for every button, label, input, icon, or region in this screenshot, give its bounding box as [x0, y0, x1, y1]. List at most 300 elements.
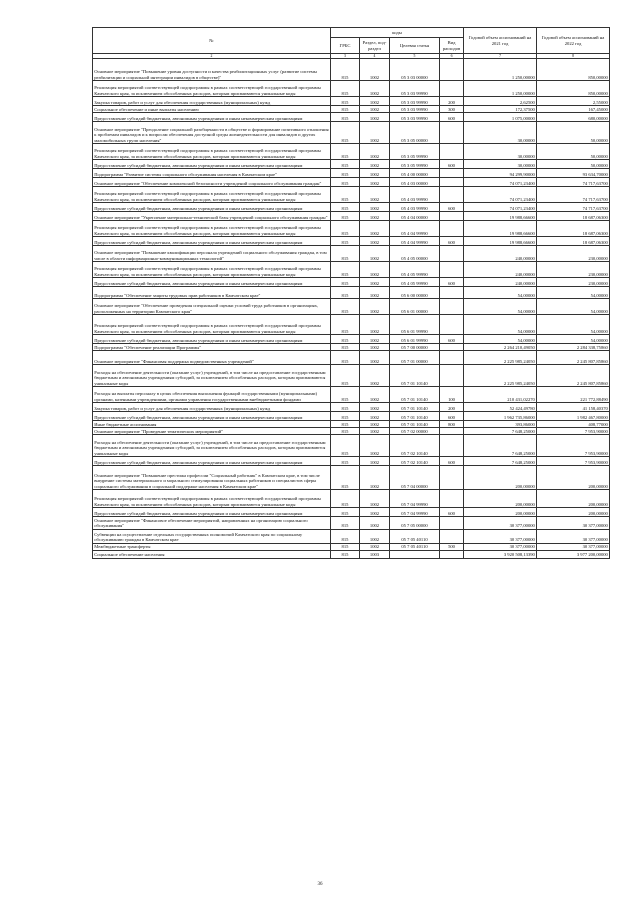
row-grbs-cell: 815 — [331, 457, 360, 466]
row-volume-2021-cell: 2,62500 — [464, 97, 537, 106]
row-grbs-cell: 815 — [331, 97, 360, 106]
row-volume-2022-cell: 200,00000 — [537, 508, 610, 517]
row-type-cell — [440, 466, 464, 490]
row-volume-2022-cell: 200,00000 — [537, 466, 610, 490]
row-section-cell: 1002 — [360, 435, 390, 457]
table-row — [93, 203, 610, 212]
row-type-cell: 600 — [440, 278, 464, 287]
row-section-cell: 1002 — [360, 262, 390, 278]
row-target-cell: 05 4 05 99990 — [390, 278, 440, 287]
row-target-cell: 05 6 00 00000 — [390, 287, 440, 299]
row-section-cell: 1002 — [360, 351, 390, 365]
table-row — [93, 278, 610, 287]
row-volume-2021-cell: 200,00000 — [464, 490, 537, 508]
row-type-cell — [440, 144, 464, 160]
row-volume-2022-cell: 54,00000 — [537, 287, 610, 299]
row-grbs-cell: 815 — [331, 529, 360, 543]
row-grbs-cell: 815 — [331, 169, 360, 178]
header-grbs: ГРБС — [331, 38, 360, 54]
table-row — [93, 97, 610, 106]
row-name-cell: Предоставление субсидий бюджетным, автономным учреждениям и иным некоммерческим организациям — [93, 412, 331, 421]
row-volume-2021-cell: 30 377,00000 — [464, 517, 537, 529]
row-type-cell — [440, 365, 464, 387]
row-type-cell: 200 — [440, 97, 464, 106]
row-type-cell: 600 — [440, 457, 464, 466]
row-section-cell: 1002 — [360, 59, 390, 81]
row-volume-2022-cell: 93 634,70000 — [537, 169, 610, 178]
row-grbs-cell: 815 — [331, 160, 360, 169]
row-type-cell: 100 — [440, 387, 464, 403]
row-type-cell: 600 — [440, 203, 464, 212]
row-volume-2022-cell: 2,55000 — [537, 97, 610, 106]
row-volume-2021-cell: 172,37500 — [464, 106, 537, 113]
row-target-cell: 05 6 01 00000 — [390, 299, 440, 315]
row-name-cell: Основное мероприятие "Финансовая поддержка подведомственных учреждений" — [93, 351, 331, 365]
row-name-cell: Социальное обеспечение и иные выплаты населению — [93, 106, 331, 113]
row-target-cell: 05 7 04 00000 — [390, 466, 440, 490]
table-row — [93, 144, 610, 160]
row-section-cell: 1002 — [360, 212, 390, 221]
header-type: Вид расходов — [440, 38, 464, 54]
row-grbs-cell: 815 — [331, 122, 360, 144]
row-section-cell: 1002 — [360, 122, 390, 144]
row-target-cell: 05 7 04 99990 — [390, 508, 440, 517]
table-row — [93, 344, 610, 351]
row-name-cell: Предоставление субсидий бюджетным, автономным учреждениям и иным некоммерческим организациям — [93, 203, 331, 212]
row-name-cell: Предоставление субсидий бюджетным, автономным учреждениям и иным некоммерческим организациям — [93, 508, 331, 517]
row-target-cell: 05 4 05 00000 — [390, 246, 440, 262]
row-target-cell: 05 4 00 00000 — [390, 169, 440, 178]
row-type-cell: 600 — [440, 237, 464, 246]
table-row — [93, 212, 610, 221]
row-name-cell: Основное мероприятие "Обеспечение проведения специальной оценки условий труда работников в организациях, расположенных на территории Камчатского края" — [93, 299, 331, 315]
row-name-cell: Расходы на выплаты персоналу в целях обеспечения выполнения функций государственными (муниципальными) органами, казенными учреждениями, органами управления государственными внебюджетными фондами — [93, 387, 331, 403]
row-section-cell: 1002 — [360, 403, 390, 412]
table-row — [93, 262, 610, 278]
row-type-cell: 300 — [440, 106, 464, 113]
column-index-cell: 2 — [93, 54, 331, 59]
row-volume-2022-cell: 18 687,06300 — [537, 221, 610, 237]
row-grbs-cell: 815 — [331, 421, 360, 428]
row-section-cell: 1002 — [360, 106, 390, 113]
row-name-cell: Основное мероприятие "Повышение квалификации персонала учреждений социального обслуживания граждан, в том числе в области информационно-коммуникационных технологий" — [93, 246, 331, 262]
row-volume-2022-cell: 230,00000 — [537, 246, 610, 262]
row-grbs-cell: 815 — [331, 203, 360, 212]
row-target-cell: 05 7 01 10140 — [390, 365, 440, 387]
row-grbs-cell: 815 — [331, 221, 360, 237]
row-type-cell — [440, 187, 464, 203]
row-grbs-cell: 815 — [331, 435, 360, 457]
row-volume-2021-cell: 54,00000 — [464, 299, 537, 315]
table-row — [93, 246, 610, 262]
row-type-cell: 600 — [440, 412, 464, 421]
row-volume-2021-cell: 1 962 735,86000 — [464, 412, 537, 421]
row-volume-2022-cell: 7 953,90000 — [537, 428, 610, 435]
row-section-cell: 1002 — [360, 344, 390, 351]
row-volume-2021-cell: 240,00000 — [464, 246, 537, 262]
row-type-cell: 600 — [440, 508, 464, 517]
row-name-cell: Основное мероприятие "Обеспечение комплексной безопасности учреждений социального обслуживания граждан" — [93, 178, 331, 187]
row-grbs-cell: 815 — [331, 299, 360, 315]
row-volume-2021-cell: 94 299,90000 — [464, 169, 537, 178]
row-volume-2021-cell: 19 988,66600 — [464, 237, 537, 246]
row-type-cell — [440, 428, 464, 435]
row-target-cell: 05 4 04 99990 — [390, 237, 440, 246]
row-volume-2021-cell: 52 424,49780 — [464, 403, 537, 412]
row-name-cell: Закупка товаров, работ и услуг для обеспечения государственных (муниципальных) нужд — [93, 403, 331, 412]
row-volume-2022-cell: 680,00000 — [537, 113, 610, 122]
row-target-cell: 05 7 02 00000 — [390, 428, 440, 435]
row-type-cell — [440, 490, 464, 508]
row-volume-2021-cell: 393,86000 — [464, 421, 537, 428]
row-grbs-cell: 815 — [331, 387, 360, 403]
row-name-cell: Предоставление субсидий бюджетным, автономным учреждениям и иным некоммерческим организациям — [93, 278, 331, 287]
column-index-cell: 3 — [331, 54, 360, 59]
table-row — [93, 508, 610, 517]
row-volume-2022-cell: 221 772,88490 — [537, 387, 610, 403]
row-name-cell: Предоставление субсидий бюджетным, автономным учреждениям и иным некоммерческим организациям — [93, 113, 331, 122]
row-name-cell: Подпрограмма "Обеспечение реализации Программы" — [93, 344, 331, 351]
row-grbs-cell: 815 — [331, 403, 360, 412]
row-name-cell: Реализация мероприятий соответствующей подпрограммы в рамках соответствующей государственной программы Камчатского края, за исключением обособленных расходов, которым присваиваются уникальные коды — [93, 187, 331, 203]
row-volume-2022-cell: 200,00000 — [537, 490, 610, 508]
row-volume-2022-cell: 50,00000 — [537, 160, 610, 169]
row-volume-2021-cell: 30,00000 — [464, 122, 537, 144]
row-section-cell: 1002 — [360, 421, 390, 428]
row-volume-2022-cell: 74 717,63700 — [537, 187, 610, 203]
row-volume-2021-cell: 200,00000 — [464, 466, 537, 490]
row-grbs-cell: 815 — [331, 428, 360, 435]
header-no: № — [93, 28, 331, 54]
row-target-cell: 05 3 05 00000 — [390, 122, 440, 144]
row-volume-2022-cell: 54,00000 — [537, 299, 610, 315]
row-volume-2022-cell: 54,00000 — [537, 335, 610, 344]
row-type-cell: 600 — [440, 335, 464, 344]
row-volume-2021-cell: 1 075,00000 — [464, 113, 537, 122]
row-volume-2022-cell: 18 687,06300 — [537, 212, 610, 221]
row-target-cell: 05 4 05 99990 — [390, 262, 440, 278]
row-target-cell: 05 3 03 00000 — [390, 59, 440, 81]
row-grbs-cell: 815 — [331, 81, 360, 97]
row-type-cell — [440, 351, 464, 365]
row-name-cell: Предоставление субсидий бюджетным, автономным учреждениям и иным некоммерческим организациям — [93, 335, 331, 344]
row-grbs-cell: 815 — [331, 344, 360, 351]
row-volume-2021-cell: 7 648,25000 — [464, 428, 537, 435]
row-volume-2021-cell: 3 920 508,13390 — [464, 550, 537, 558]
row-type-cell: 800 — [440, 421, 464, 428]
row-type-cell — [440, 221, 464, 237]
table-row — [93, 106, 610, 113]
row-volume-2021-cell: 7 648,25000 — [464, 457, 537, 466]
row-volume-2022-cell: 408,77000 — [537, 421, 610, 428]
column-index-cell: 4 — [360, 54, 390, 59]
row-section-cell: 1002 — [360, 543, 390, 550]
table-row — [93, 113, 610, 122]
row-grbs-cell: 815 — [331, 187, 360, 203]
table-row — [93, 421, 610, 428]
column-index-cell: 5 — [390, 54, 440, 59]
row-volume-2021-cell: 240,00000 — [464, 278, 537, 287]
row-type-cell — [440, 529, 464, 543]
row-section-cell: 1002 — [360, 187, 390, 203]
table-header — [93, 28, 610, 59]
row-section-cell: 1002 — [360, 160, 390, 169]
row-section-cell: 1002 — [360, 221, 390, 237]
row-volume-2021-cell: 30 377,00000 — [464, 543, 537, 550]
budget-table — [92, 27, 610, 559]
header-section: Раздел, под-раздел — [360, 38, 390, 54]
row-volume-2022-cell: 50,00000 — [537, 144, 610, 160]
table-row — [93, 178, 610, 187]
row-name-cell: Закупка товаров, работ и услуг для обеспечения государственных (муниципальных) нужд — [93, 97, 331, 106]
row-section-cell: 1002 — [360, 246, 390, 262]
row-grbs-cell: 815 — [331, 287, 360, 299]
row-volume-2021-cell: 2 264 210,49050 — [464, 344, 537, 351]
row-type-cell: 600 — [440, 160, 464, 169]
row-target-cell: 05 6 01 99990 — [390, 315, 440, 335]
row-volume-2021-cell: 1 250,00000 — [464, 59, 537, 81]
row-volume-2022-cell: 850,00000 — [537, 59, 610, 81]
row-section-cell: 1002 — [360, 81, 390, 97]
row-target-cell: 05 7 04 99990 — [390, 490, 440, 508]
row-volume-2022-cell: 41 158,40370 — [537, 403, 610, 412]
row-type-cell — [440, 59, 464, 81]
row-type-cell — [440, 344, 464, 351]
row-name-cell: Расходы на обеспечение деятельности (оказание услуг) учреждений, в том числе на предоставление государственным бюджетным и автономным учреждениям субсидий, за исключением обособленных расходов, которым присваиваются уникальные коды — [93, 365, 331, 387]
row-type-cell: 200 — [440, 403, 464, 412]
table-row — [93, 466, 610, 490]
row-target-cell: 05 3 03 99990 — [390, 97, 440, 106]
row-volume-2022-cell: 1 982 467,80000 — [537, 412, 610, 421]
row-name-cell: Реализация мероприятий соответствующей подпрограммы в рамках соответствующей государственной программы Камчатского края, за исключением обособленных расходов, которым присваиваются уникальные коды — [93, 81, 331, 97]
row-name-cell: Основное мероприятие "Преодоление социальной разобщенности в обществе и формирование позитивного отношения к проблемам инвалидов и к вопросам обеспечения доступной среды жизнедеятельности для инвалидов и других маломобильных групп населения" — [93, 122, 331, 144]
row-section-cell: 1002 — [360, 169, 390, 178]
row-section-cell: 1002 — [360, 203, 390, 212]
row-target-cell: 05 7 02 10140 — [390, 457, 440, 466]
row-name-cell: Основное мероприятие "Повышение престижа профессии "Социальный работник" в Камчатском крае, в том числе внедрение системы материального и морального стимулирования социальных работников и специалистов сферы социального обслуживания в социальной поддержке населения в Камчатском крае" — [93, 466, 331, 490]
row-volume-2021-cell: 54,00000 — [464, 287, 537, 299]
row-volume-2021-cell: 74 071,23400 — [464, 178, 537, 187]
row-target-cell: 05 3 05 99990 — [390, 160, 440, 169]
table-row — [93, 315, 610, 335]
table-row — [93, 299, 610, 315]
row-target-cell: 05 7 01 10140 — [390, 403, 440, 412]
row-name-cell: Социальное обеспечение населения — [93, 550, 331, 558]
document-page — [92, 27, 609, 559]
table-row — [93, 412, 610, 421]
table-row — [93, 529, 610, 543]
table-row — [93, 428, 610, 435]
row-section-cell: 1002 — [360, 315, 390, 335]
row-target-cell: 05 4 04 99990 — [390, 221, 440, 237]
row-volume-2021-cell: 19 988,66600 — [464, 212, 537, 221]
table-body — [93, 59, 610, 558]
row-section-cell: 1002 — [360, 278, 390, 287]
row-volume-2021-cell: 200,00000 — [464, 508, 537, 517]
row-target-cell: 05 6 01 99990 — [390, 335, 440, 344]
row-grbs-cell: 815 — [331, 508, 360, 517]
row-volume-2021-cell: 1 250,00000 — [464, 81, 537, 97]
row-grbs-cell: 815 — [331, 466, 360, 490]
row-name-cell: Расходы на обеспечение деятельности (оказание услуг) учреждений, в том числе на предоставление государственным бюджетным и автономным учреждениям субсидий, за исключением обособленных расходов, которым присваиваются уникальные коды — [93, 435, 331, 457]
row-grbs-cell: 815 — [331, 178, 360, 187]
row-volume-2022-cell: 7 953,90000 — [537, 435, 610, 457]
row-target-cell: 05 4 04 00000 — [390, 212, 440, 221]
row-grbs-cell: 815 — [331, 262, 360, 278]
row-volume-2022-cell: 230,00000 — [537, 278, 610, 287]
column-index-cell: 6 — [440, 54, 464, 59]
row-target-cell: 05 7 05 00000 — [390, 517, 440, 529]
row-name-cell: Иные бюджетные ассигнования — [93, 421, 331, 428]
row-grbs-cell: 815 — [331, 490, 360, 508]
row-name-cell: Подпрограмма "Развитие системы социального обслуживания населения в Камчатском крае" — [93, 169, 331, 178]
table-row — [93, 351, 610, 365]
row-grbs-cell: 815 — [331, 351, 360, 365]
row-grbs-cell: 815 — [331, 113, 360, 122]
row-section-cell: 1003 — [360, 550, 390, 558]
row-volume-2021-cell: 54,00000 — [464, 315, 537, 335]
row-name-cell: Реализация мероприятий соответствующей подпрограммы в рамках соответствующей государственной программы Камчатского края, за исключением обособленных расходов, которым присваиваются уникальные коды — [93, 262, 331, 278]
row-volume-2022-cell: 30 377,00000 — [537, 543, 610, 550]
row-volume-2022-cell: 850,00000 — [537, 81, 610, 97]
row-volume-2021-cell: 30,00000 — [464, 144, 537, 160]
row-name-cell: Межбюджетные трансферты — [93, 543, 331, 550]
row-type-cell — [440, 517, 464, 529]
row-grbs-cell: 815 — [331, 550, 360, 558]
row-type-cell — [440, 212, 464, 221]
row-section-cell: 1002 — [360, 387, 390, 403]
row-grbs-cell: 815 — [331, 315, 360, 335]
table-row — [93, 160, 610, 169]
table-row — [93, 287, 610, 299]
row-name-cell: Основное мероприятие "Проведение тематических мероприятий" — [93, 428, 331, 435]
row-target-cell: 05 7 01 00000 — [390, 351, 440, 365]
table-row — [93, 387, 610, 403]
header-volume-2021: Годовой объем ассигнований на 2021 год — [464, 28, 537, 54]
row-target-cell: 05 4 03 99990 — [390, 187, 440, 203]
header-codes: коды — [331, 28, 464, 38]
row-target-cell: 05 4 03 00000 — [390, 178, 440, 187]
row-grbs-cell: 815 — [331, 517, 360, 529]
row-section-cell: 1002 — [360, 412, 390, 421]
row-volume-2022-cell: 2 245 807,85860 — [537, 351, 610, 365]
row-grbs-cell: 815 — [331, 335, 360, 344]
table-row — [93, 517, 610, 529]
row-volume-2022-cell: 74 717,63700 — [537, 178, 610, 187]
table-row — [93, 122, 610, 144]
row-name-cell: Предоставление субсидий бюджетным, автономным учреждениям и иным некоммерческим организациям — [93, 160, 331, 169]
row-type-cell — [440, 262, 464, 278]
row-section-cell: 1002 — [360, 457, 390, 466]
row-section-cell: 1002 — [360, 365, 390, 387]
row-section-cell: 1002 — [360, 237, 390, 246]
row-type-cell — [440, 81, 464, 97]
row-section-cell: 1002 — [360, 113, 390, 122]
row-volume-2022-cell: 3 977 200,00000 — [537, 550, 610, 558]
table-row — [93, 59, 610, 81]
row-volume-2021-cell: 240,00000 — [464, 262, 537, 278]
row-target-cell: 05 7 01 10140 — [390, 412, 440, 421]
row-type-cell — [440, 122, 464, 144]
table-row — [93, 490, 610, 508]
column-index-cell: 7 — [464, 54, 537, 59]
row-target-cell — [390, 550, 440, 558]
row-name-cell: Основное мероприятие "Повышение уровня доступности и качества реабилитационных услуг (развитие системы реабилитации и социальной интеграции инвалидов в обществе)" — [93, 59, 331, 81]
row-type-cell: 500 — [440, 543, 464, 550]
row-type-cell — [440, 178, 464, 187]
row-name-cell: Предоставление субсидий бюджетным, автономным учреждениям и иным некоммерческим организациям — [93, 457, 331, 466]
row-target-cell: 05 3 03 99990 — [390, 81, 440, 97]
row-target-cell: 05 7 02 10140 — [390, 435, 440, 457]
row-section-cell: 1002 — [360, 287, 390, 299]
table-row — [93, 457, 610, 466]
row-volume-2021-cell: 7 648,25000 — [464, 435, 537, 457]
row-section-cell: 1002 — [360, 529, 390, 543]
row-grbs-cell: 815 — [331, 144, 360, 160]
table-row — [93, 237, 610, 246]
row-volume-2022-cell: 7 953,90000 — [537, 457, 610, 466]
row-type-cell — [440, 246, 464, 262]
row-type-cell — [440, 315, 464, 335]
row-name-cell: Субвенции на осуществление отдельных государственных полномочий Камчатского края по социальному обслуживанию граждан в Камчатском крае — [93, 529, 331, 543]
row-volume-2021-cell: 30 377,00000 — [464, 529, 537, 543]
row-type-cell — [440, 550, 464, 558]
row-target-cell: 05 7 01 10140 — [390, 387, 440, 403]
row-grbs-cell: 815 — [331, 106, 360, 113]
row-target-cell: 05 7 05 40110 — [390, 543, 440, 550]
row-type-cell — [440, 435, 464, 457]
row-volume-2022-cell: 2 284 338,75860 — [537, 344, 610, 351]
row-name-cell: Предоставление субсидий бюджетным, автономным учреждениям и иным некоммерческим организациям — [93, 237, 331, 246]
row-volume-2021-cell: 210 431,02270 — [464, 387, 537, 403]
row-section-cell: 1002 — [360, 490, 390, 508]
row-type-cell — [440, 287, 464, 299]
row-volume-2022-cell: 167,45000 — [537, 106, 610, 113]
row-type-cell — [440, 299, 464, 315]
table-row — [93, 221, 610, 237]
table-row — [93, 81, 610, 97]
table-row — [93, 169, 610, 178]
table-row — [93, 365, 610, 387]
row-volume-2021-cell: 30,00000 — [464, 160, 537, 169]
row-type-cell: 600 — [440, 113, 464, 122]
row-section-cell: 1002 — [360, 428, 390, 435]
row-volume-2022-cell: 18 687,06300 — [537, 237, 610, 246]
header-volume-2022: Годовой объем ассигнований на 2022 год — [537, 28, 610, 54]
row-volume-2021-cell: 74 071,23400 — [464, 187, 537, 203]
row-type-cell — [440, 169, 464, 178]
row-volume-2022-cell: 30 377,00000 — [537, 517, 610, 529]
row-name-cell: Основное мероприятие "Укрепление материально-технической базы учреждений социального обслуживания граждан" — [93, 212, 331, 221]
table-row — [93, 403, 610, 412]
row-section-cell: 1002 — [360, 335, 390, 344]
table-row — [93, 335, 610, 344]
header-target: Целевая статья — [390, 38, 440, 54]
row-target-cell: 05 7 01 10140 — [390, 421, 440, 428]
column-index-cell: 8 — [537, 54, 610, 59]
row-grbs-cell: 815 — [331, 412, 360, 421]
row-section-cell: 1002 — [360, 144, 390, 160]
row-target-cell: 05 3 05 99990 — [390, 144, 440, 160]
row-name-cell: Реализация мероприятий соответствующей подпрограммы в рамках соответствующей государственной программы Камчатского края, за исключением обособленных расходов, которым присваиваются уникальные коды — [93, 315, 331, 335]
row-grbs-cell: 815 — [331, 212, 360, 221]
row-volume-2022-cell: 2 245 807,85860 — [537, 365, 610, 387]
page-number: 36 — [317, 882, 323, 887]
row-grbs-cell: 815 — [331, 246, 360, 262]
row-volume-2022-cell: 54,00000 — [537, 315, 610, 335]
row-name-cell: Подпрограмма "Обеспечение защиты трудовых прав работников в Камчатском крае" — [93, 287, 331, 299]
row-name-cell: Реализация мероприятий соответствующей подпрограммы в рамках соответствующей государственной программы Камчатского края, за исключением обособленных расходов, которым присваиваются уникальные коды — [93, 144, 331, 160]
